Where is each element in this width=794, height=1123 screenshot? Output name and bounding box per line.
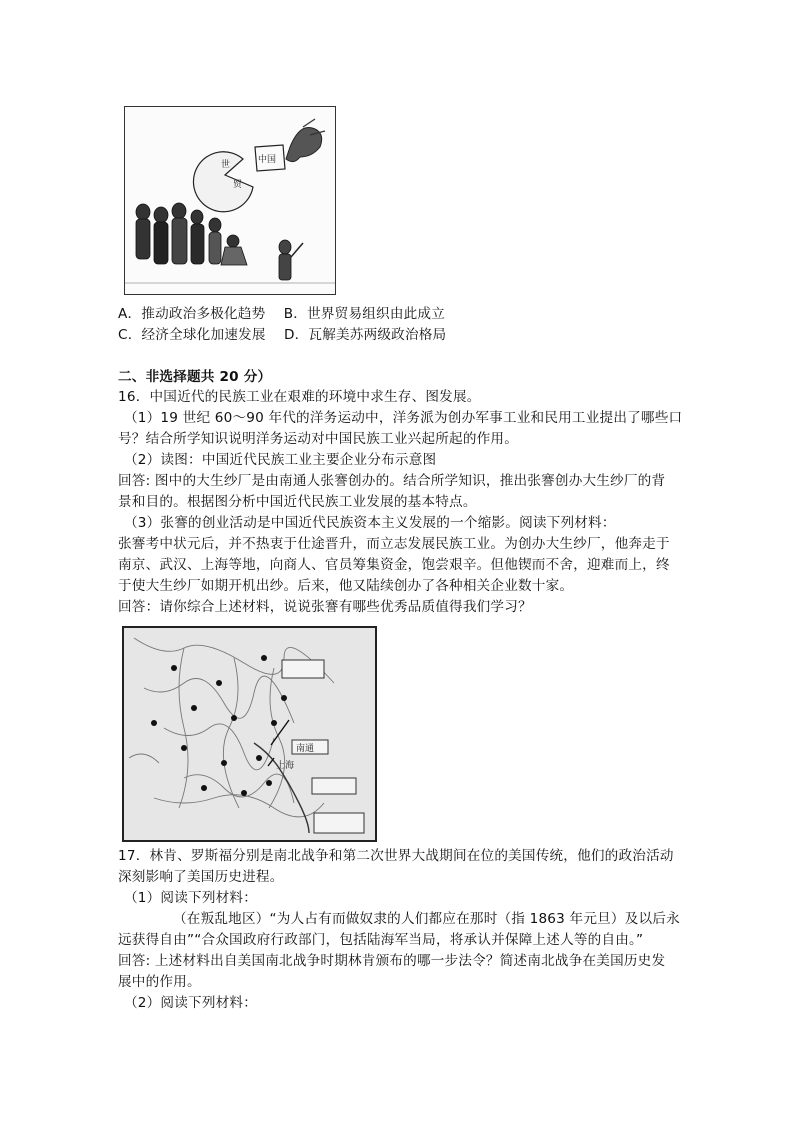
industry-map [124, 628, 375, 840]
q15-options-line-2: C．经济全球化加速发展 D．瓦解美苏两级政治格局 [118, 327, 447, 343]
map-legend-box-3 [312, 778, 356, 794]
q16-part2-line-2: 回答: 图中的大生纱厂是由南通人张謇创办的。结合所学知识，推出张謇创办大生纱厂的背 [118, 473, 666, 489]
q17-part1-question-line-2: 展中的作用。 [118, 974, 201, 990]
q17-stem-line-1: 17．林肯、罗斯福分别是南北战争和第二次世界大战期间在位的美国传统，他们的政治活动 [118, 848, 674, 864]
q16-part2-line-1: （2）读图：中国近代民族工业主要企业分布示意图 [124, 452, 437, 468]
map-label-nantong: 南通 [296, 744, 315, 754]
q16-part3-line-1: （3）张謇的创业活动是中国近代民族资本主义发展的一个缩影。阅读下列材料： [124, 515, 616, 531]
map-legend-box-1 [282, 660, 324, 678]
q17-part1-question-line-1: 回答: 上述材料出自美国南北战争时期林肯颁布的哪一步法令？简述南北战争在美国历史发 [118, 953, 666, 969]
q16-part1-line-1: （1）19 世纪 60～90 年代的洋务运动中，洋务派为创办军事工业和民用工业提出了哪些口 [124, 410, 683, 426]
section-heading: 二、非选择题共 20 分） [118, 369, 272, 385]
crowd-figures [136, 203, 247, 265]
q15-options-line-1: A．推动政治多极化趋势 B．世界贸易组织由此成立 [118, 306, 446, 322]
cartoon-figure [124, 106, 336, 295]
map-legend-box-4 [314, 813, 364, 833]
q16-part2-line-3: 景和目的。根据图分析中国近代民族工业发展的基本特点。 [118, 494, 477, 510]
flying-figure-shape [286, 127, 322, 161]
q16-part1-line-2: 号？结合所学知识说明洋务运动对中国民族工业兴起所起的作用。 [118, 431, 519, 447]
map-label-shanghai: 上海 [276, 761, 295, 771]
q16-part3-line-5: 回答：请你综合上述材料，说说张謇有哪些优秀品质值得我们学习？ [118, 599, 532, 615]
q16-part3-line-4: 于使大生纱厂如期开机出纱。后来，他又陆续创办了各种相关企业数十家。 [118, 578, 574, 594]
cartoon-drawing [125, 107, 335, 294]
q16-part3-line-2: 张謇考中状元后，并不热衷于仕途晋升，而立志发展民族工业。为创办大生纱厂，他奔走于 [118, 536, 670, 552]
q17-part1-quote-line-1: （在叛乱地区）“为人占有而做奴隶的人们都应在那时（指 1863 年元旦）及以后永 [173, 911, 680, 927]
q17-part1-quote-line-2: 远获得自由”“合众国政府行政部门，包括陆海军当局，将承认并保障上述人等的自由。” [118, 932, 644, 948]
q16-stem: 16．中国近代的民族工业在艰难的环境中求生存、图发展。 [118, 389, 481, 405]
map-figure [122, 626, 377, 842]
cartoon-label-china: 中国 [258, 155, 277, 165]
q17-part2-heading: （2）阅读下列材料： [124, 995, 257, 1011]
q16-part3-line-3: 南京、武汉、上海等地，向商人、官员筹集资金，饱尝艰辛。但他锲而不舍，迎难而上，终 [118, 557, 670, 573]
cartoon-label-wto-1: 世 [221, 160, 231, 170]
q17-part1-heading: （1）阅读下列材料： [124, 890, 257, 906]
cartoon-label-wto-2: 贸 [233, 180, 243, 190]
small-figure [279, 240, 303, 280]
q17-stem-line-2: 深刻影响了美国历史进程。 [118, 869, 284, 885]
